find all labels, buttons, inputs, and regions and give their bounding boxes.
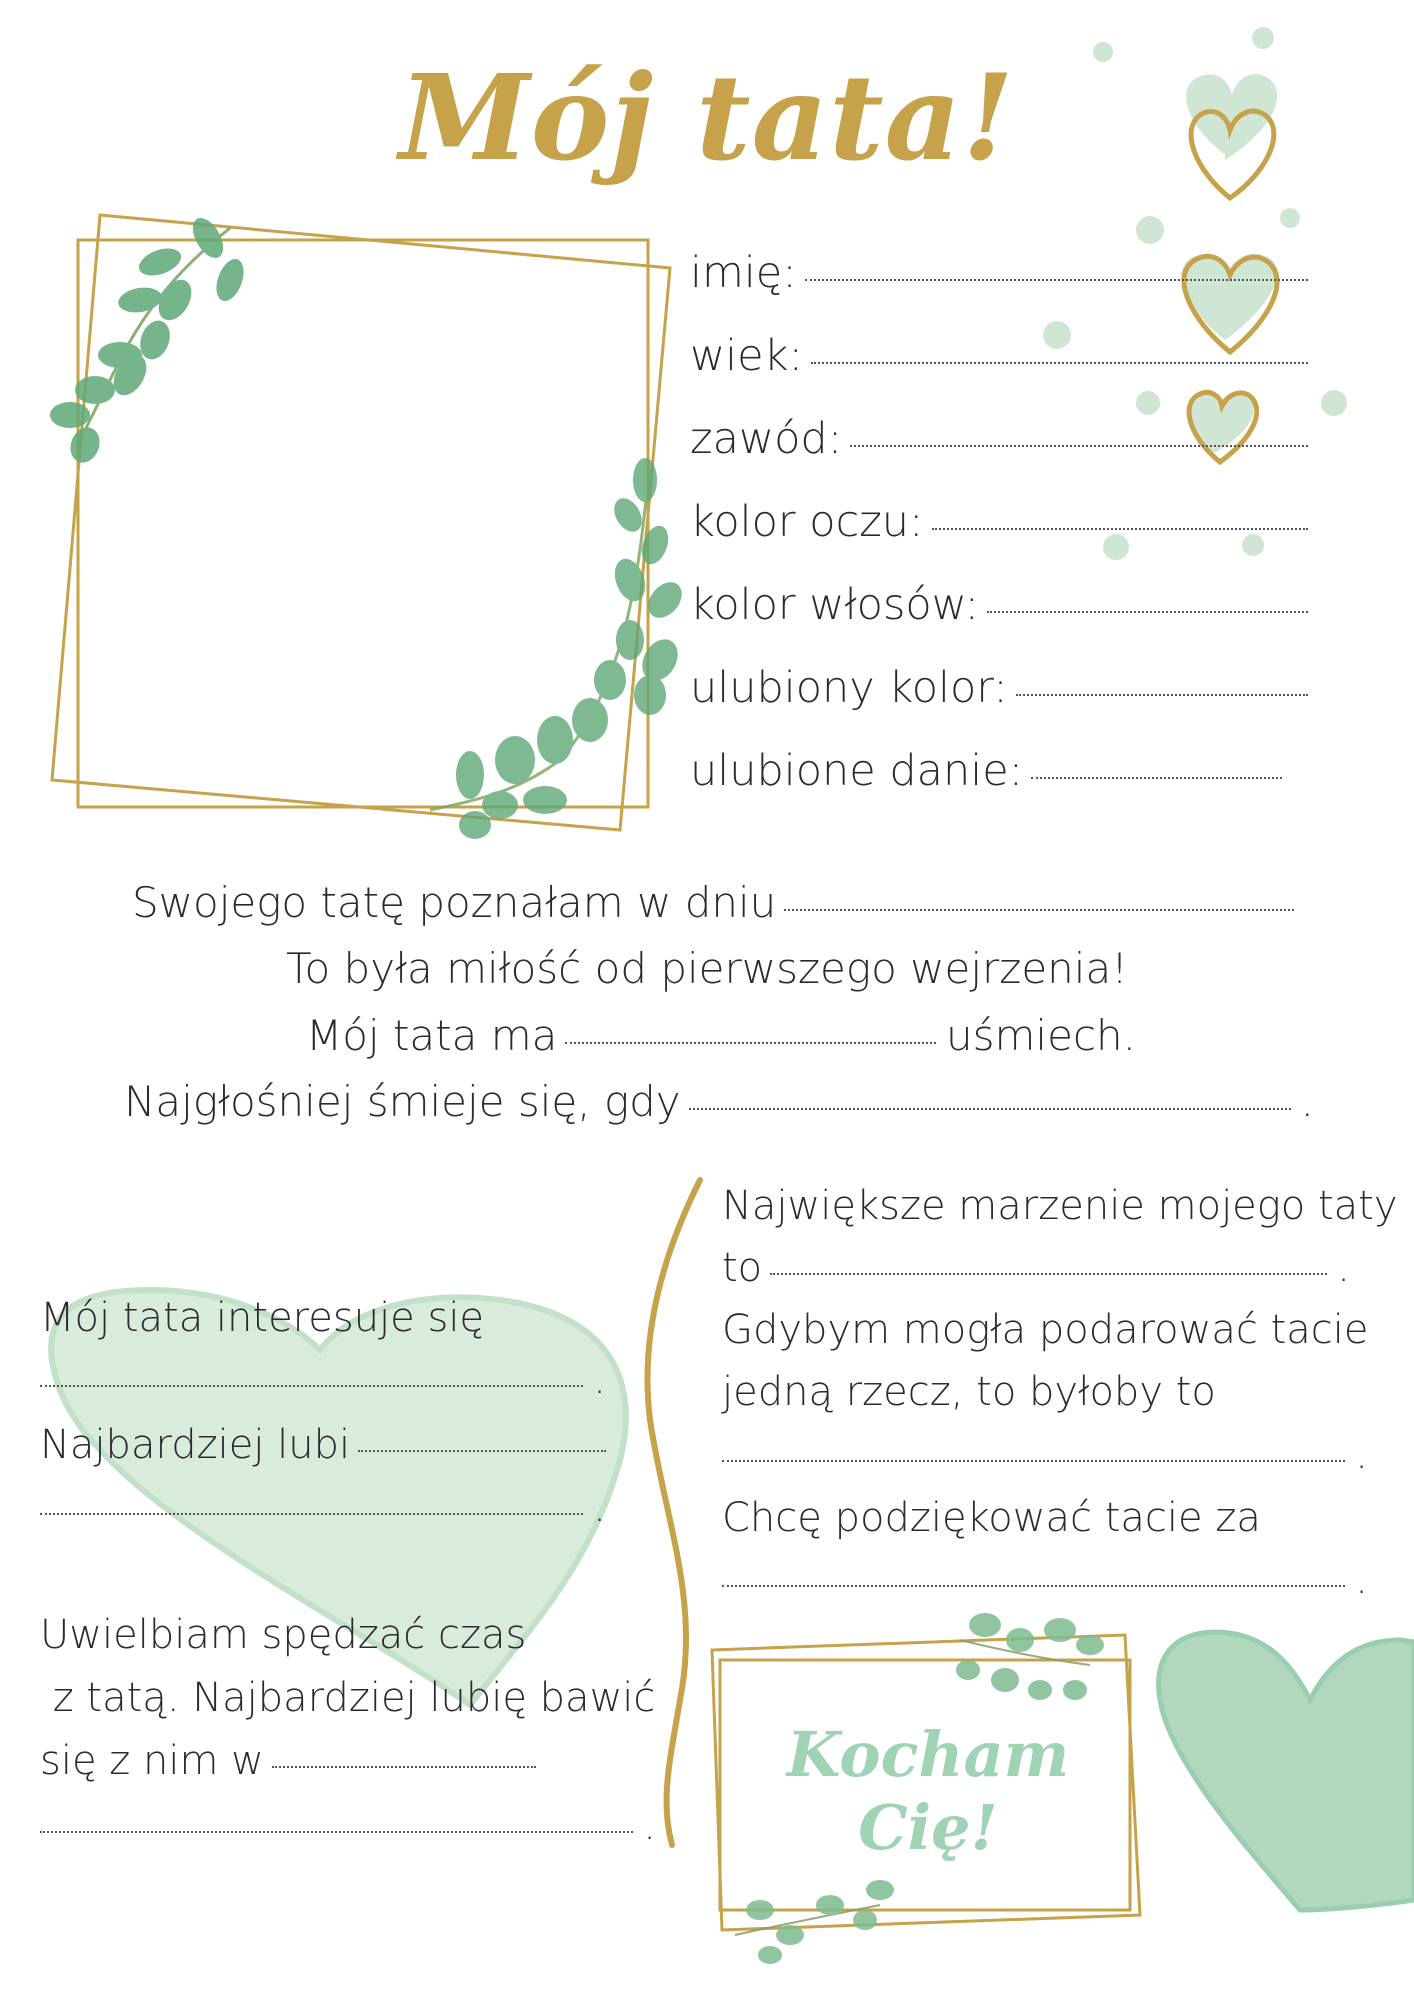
field-label: wiek:	[690, 331, 803, 381]
dotted-line	[689, 1108, 1291, 1110]
story-text: .	[593, 1357, 606, 1403]
gift-line[interactable]	[722, 1432, 1368, 1478]
dotted-line	[40, 1513, 583, 1515]
kocham-badge: Kocham Cię!	[786, 1718, 1070, 1864]
field-eye-color[interactable]	[690, 497, 1308, 547]
page-title: Mój tata!	[399, 48, 1015, 187]
likes-most-continued-line[interactable]	[40, 1485, 606, 1531]
dotted-line	[358, 1450, 606, 1452]
dream-text-line1: Największe marzenie mojego taty	[722, 1183, 1398, 1229]
field-label: kolor włosów:	[690, 580, 979, 630]
heart-icon	[1159, 1632, 1414, 1910]
dotted-line	[932, 528, 1308, 530]
story-text: .	[1355, 1557, 1368, 1603]
dotted-line	[805, 279, 1308, 281]
dotted-line	[722, 1460, 1345, 1462]
divider-swoosh	[647, 1180, 700, 1845]
story-laugh-line[interactable]	[124, 1077, 1314, 1126]
story-met-line[interactable]	[132, 878, 1294, 927]
field-occupation[interactable]	[690, 414, 1308, 464]
story-love-line: To była miłość od pierwszego wejrzenia!	[285, 944, 1129, 993]
story-text: .	[1337, 1245, 1350, 1291]
story-text: się z nim w	[40, 1738, 264, 1784]
story-text: to	[722, 1245, 763, 1291]
time-text-line1: Uwielbiam spędzać czas	[40, 1612, 527, 1658]
dotted-line	[565, 1042, 936, 1044]
dotted-line	[40, 1385, 583, 1387]
dream-line[interactable]	[722, 1245, 1350, 1291]
dotted-line	[850, 445, 1308, 447]
dotted-line	[1016, 694, 1308, 696]
play-with-continued-line[interactable]	[40, 1803, 656, 1849]
story-text: uśmiech.	[946, 1011, 1136, 1060]
interests-line[interactable]	[40, 1357, 606, 1403]
dotted-line	[272, 1766, 536, 1768]
story-text: Najbardziej lubi	[40, 1422, 351, 1468]
dotted-line	[722, 1585, 1345, 1587]
story-text: Swojego tatę poznałam w dniu	[132, 878, 777, 927]
field-hair-color[interactable]	[690, 580, 1308, 630]
story-text: .	[1355, 1432, 1368, 1478]
leaf-decoration	[50, 213, 249, 467]
field-name[interactable]	[690, 248, 1308, 298]
play-with-line[interactable]	[40, 1738, 536, 1784]
dotted-line	[987, 611, 1308, 613]
field-favorite-color[interactable]	[690, 663, 1308, 713]
dotted-line	[784, 909, 1294, 911]
story-smile-line[interactable]	[306, 1011, 1136, 1060]
field-age[interactable]	[690, 331, 1308, 381]
likes-most-line[interactable]	[40, 1422, 606, 1468]
field-label: ulubiony kolor:	[690, 663, 1008, 713]
dotted-line	[770, 1273, 1327, 1275]
story-text: Mój tata ma	[306, 1011, 558, 1060]
gift-text-line2: jedną rzecz, to byłoby to	[722, 1369, 1216, 1415]
dotted-line	[811, 362, 1308, 364]
story-text: Najgłośniej śmieje się, gdy	[124, 1077, 681, 1126]
thanks-line[interactable]	[722, 1557, 1368, 1603]
dotted-line	[1031, 777, 1282, 779]
field-favorite-dish[interactable]	[690, 746, 1282, 796]
field-label: ulubione danie:	[690, 746, 1024, 796]
field-label: kolor oczu:	[690, 497, 924, 547]
leaf-decoration	[430, 458, 689, 839]
time-text-line2: z tatą. Najbardziej lubię bawić	[40, 1675, 656, 1721]
gift-text-line1: Gdybym mogła podarować tacie	[722, 1307, 1369, 1353]
field-label: imię:	[690, 248, 797, 298]
thanks-text: Chcę podziękować tacie za	[722, 1495, 1261, 1541]
interests-label: Mój tata interesuje się	[40, 1295, 485, 1341]
story-text: .	[593, 1485, 606, 1531]
field-label: zawód:	[690, 414, 843, 464]
story-text: .	[1300, 1077, 1314, 1126]
story-text: .	[643, 1803, 656, 1849]
dotted-line	[40, 1831, 633, 1833]
